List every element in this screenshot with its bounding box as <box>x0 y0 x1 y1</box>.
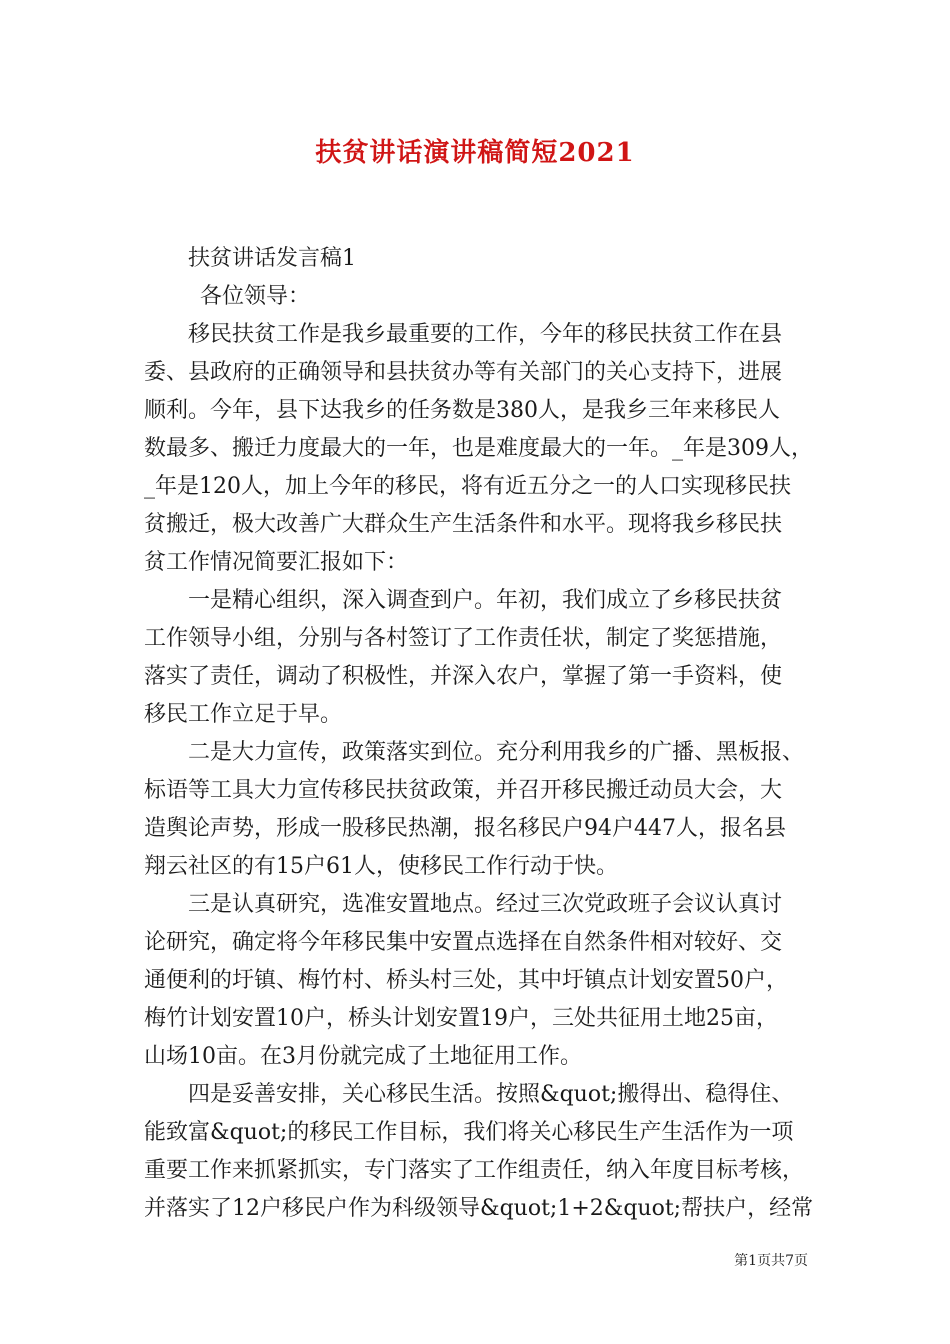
paragraph <box>144 734 816 886</box>
text-line: 造舆论声势，形成一股移民热潮，报名移民户94户447人，报名县 <box>144 816 786 841</box>
text-line: 翔云社区的有15户61人，使移民工作行动于快。 <box>144 854 618 879</box>
text-line: 能致富&quot;的移民工作目标，我们将关心移民生产生活作为一项 <box>144 1120 794 1145</box>
text-line: 四是妥善安排，关心移民生活。按照&quot;搬得出、稳得住、 <box>188 1082 794 1107</box>
text-line: 顺利。今年，县下达我乡的任务数是380人，是我乡三年来移民人 <box>144 398 780 423</box>
document-title: 扶贫讲话演讲稿简短2021 <box>315 138 635 168</box>
greeting: 各位领导： <box>200 284 311 309</box>
text-line: 移民工作立足于早。 <box>144 702 343 727</box>
text-line: 通便利的圩镇、梅竹村、桥头村三处，其中圩镇点计划安置50户， <box>144 968 788 993</box>
text-line: 论研究，确定将今年移民集中安置点选择在自然条件相对较好、交 <box>144 930 783 955</box>
page-number: 第1页共7页 <box>734 1253 808 1269</box>
text-line: _年是120人，加上今年的移民，将有近五分之一的人口实现移民扶 <box>144 474 791 499</box>
document-body <box>144 240 816 1228</box>
text-line: 委、县政府的正确领导和县扶贫办等有关部门的关心支持下，进展 <box>144 360 783 385</box>
text-line: 标语等工具大力宣传移民扶贫政策，并召开移民搬迁动员大会，大 <box>144 778 783 803</box>
text-line: 移民扶贫工作是我乡最重要的工作，今年的移民扶贫工作在县 <box>188 322 783 347</box>
text-line: 一是精心组织，深入调查到户。年初，我们成立了乡移民扶贫 <box>188 588 783 613</box>
paragraph <box>144 886 816 1076</box>
text-line: 贫工作情况简要汇报如下： <box>144 550 409 575</box>
text-line: 工作领导小组，分别与各村签订了工作责任状，制定了奖惩措施， <box>144 626 783 651</box>
text-line: 三是认真研究，选准安置地点。经过三次党政班子会议认真讨 <box>188 892 783 917</box>
text-line: 并落实了12户移民户作为科级领导&quot;1+2&quot;帮扶户，经常 <box>144 1196 814 1221</box>
text-line: 二是大力宣传，政策落实到位。充分利用我乡的广播、黑板报、 <box>188 740 805 765</box>
text-line: 数最多、搬迁力度最大的一年，也是难度最大的一年。_年是309人， <box>144 436 813 461</box>
paragraph <box>144 316 816 582</box>
text-line: 落实了责任，调动了积极性，并深入农户，掌握了第一手资料，使 <box>144 664 783 689</box>
text-line: 梅竹计划安置10户，桥头计划安置19户，三处共征用土地25亩， <box>144 1006 778 1031</box>
text-line: 山场10亩。在3月份就完成了土地征用工作。 <box>144 1044 582 1069</box>
text-line: 重要工作来抓紧抓实，专门落实了工作组责任，纳入年度目标考核， <box>144 1158 805 1183</box>
speech-subheading: 扶贫讲话发言稿1 <box>188 246 356 271</box>
paragraph <box>144 582 816 734</box>
text-line: 贫搬迁，极大改善广大群众生产生活条件和水平。现将我乡移民扶 <box>144 512 783 537</box>
paragraph <box>144 1076 816 1228</box>
